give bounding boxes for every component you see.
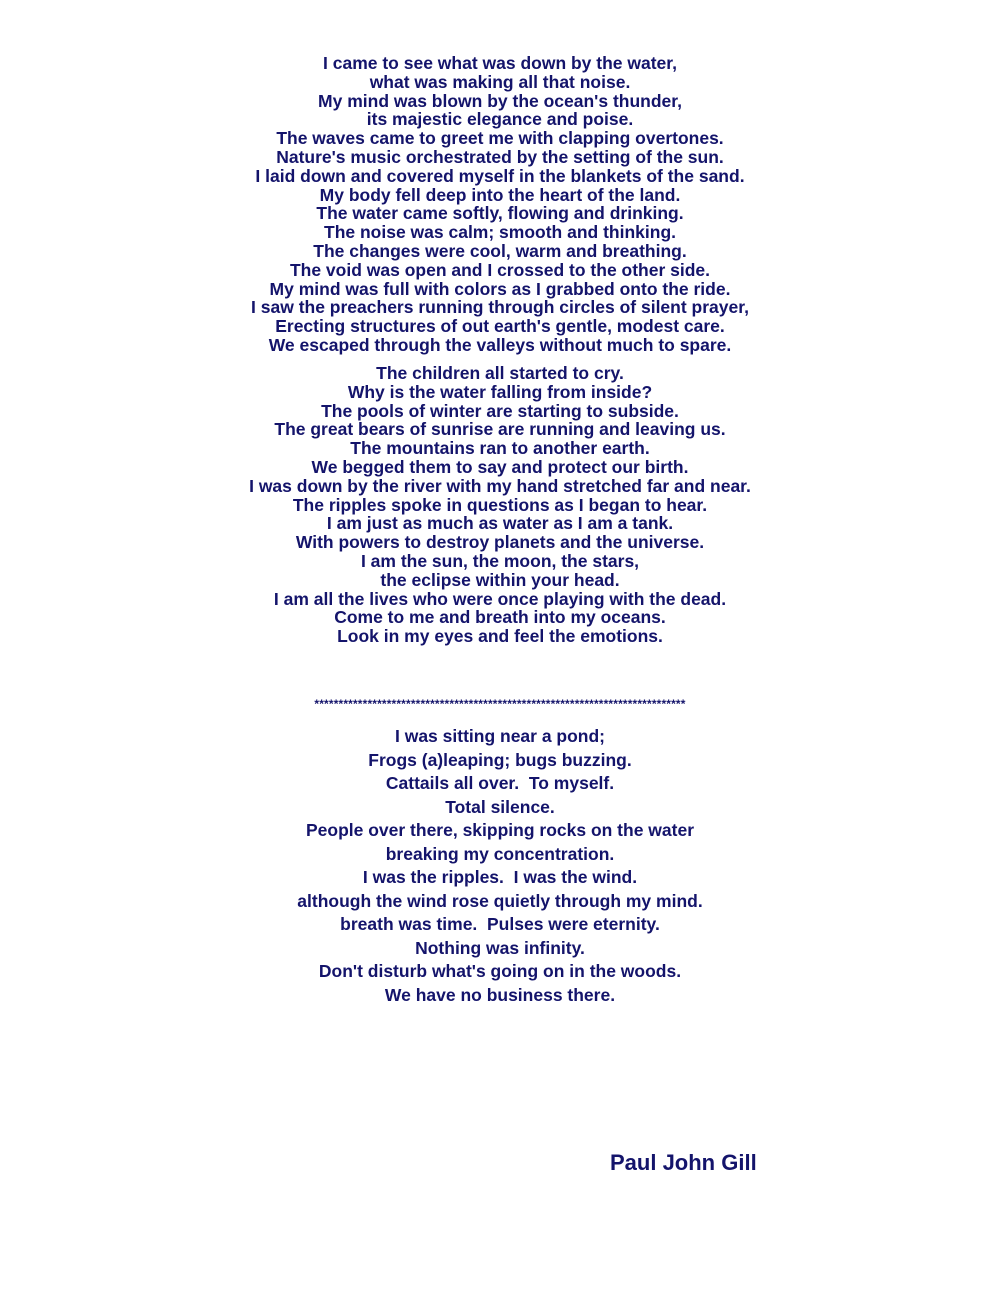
poem-line: We have no business there. bbox=[384, 984, 616, 1005]
poem-line: We begged them to say and protect our birth. bbox=[311, 456, 689, 477]
poem-line: Why is the water falling from inside? bbox=[347, 381, 653, 402]
poem-line: what was making all that noise. bbox=[369, 71, 631, 92]
poem-line: The mountains ran to another earth. bbox=[350, 438, 650, 459]
poem-line: The water came softly, flowing and drinking. bbox=[316, 203, 684, 224]
poem-line: The children all started to cry. bbox=[376, 363, 624, 383]
poem-line: The waves came to greet me with clapping overtones. bbox=[276, 128, 724, 149]
poem-line: Erecting structures of out earth's gentle, modest care. bbox=[275, 316, 725, 337]
poem-line: Nature's music orchestrated by the setting of the sun. bbox=[276, 146, 724, 167]
poem-line: The void was open and I crossed to the other side. bbox=[289, 259, 711, 280]
poem-line: breath was time. Pulses were eternity. bbox=[340, 914, 660, 934]
poem-line: Nothing was infinity. bbox=[415, 937, 585, 958]
poem-line: although the wind rose quietly through my mind. bbox=[297, 890, 703, 911]
author-signature: Paul John Gill bbox=[610, 1150, 757, 1175]
poem-line: The noise was calm; smooth and thinking. bbox=[324, 222, 676, 243]
poem-line: Don't disturb what's going on in the woods. bbox=[318, 961, 682, 981]
poem-line: the eclipse within your head. bbox=[380, 569, 620, 590]
poem-line: I laid down and covered myself in the blankets of the sand. bbox=[255, 165, 745, 186]
poem-line: I saw the preachers running through circles of silent prayer, bbox=[251, 297, 749, 318]
poem-line: Look in my eyes and feel the emotions. bbox=[337, 626, 663, 647]
poem-line: I am all the lives who were once playing with the dead. bbox=[273, 588, 727, 609]
poem-line: I was the ripples. I was the wind. bbox=[362, 867, 638, 887]
poem-line: Total silence. bbox=[445, 796, 555, 817]
poem-one-stanza-two bbox=[0, 364, 1000, 646]
poem-line: The pools of winter are starting to subside. bbox=[321, 400, 679, 421]
poem-line: breaking my concentration. bbox=[385, 843, 615, 864]
poem-line: I am just as much as water as I am a tank. bbox=[326, 513, 674, 534]
poem-line: I was sitting near a pond; bbox=[394, 726, 606, 746]
poem-line: With powers to destroy planets and the universe. bbox=[295, 532, 705, 553]
poem-line: My body fell deep into the heart of the land. bbox=[319, 184, 681, 205]
poem-line: its majestic elegance and poise. bbox=[366, 109, 634, 130]
poem-line: The ripples spoke in questions as I began to hear. bbox=[292, 494, 708, 515]
poem-line: We escaped through the valleys without much to spare. bbox=[268, 334, 732, 355]
poem-two bbox=[0, 725, 1000, 1007]
poem-line: Frogs (a)leaping; bugs buzzing. bbox=[368, 749, 632, 770]
poem-line: The great bears of sunrise are running and leaving us. bbox=[274, 419, 726, 440]
poem-line: My mind was full with colors as I grabbed onto the ride. bbox=[269, 278, 731, 299]
asterisk-divider: ***************************************************************************** bbox=[314, 697, 686, 711]
poem-line: I am the sun, the moon, the stars, bbox=[360, 550, 640, 571]
poem-one-stanza-one bbox=[0, 54, 1000, 355]
poem-line: My mind was blown by the ocean's thunder, bbox=[318, 90, 682, 111]
poem-line: Come to me and breath into my oceans. bbox=[334, 607, 666, 628]
poem-line: I came to see what was down by the water, bbox=[323, 53, 677, 73]
poem-line: People over there, skipping rocks on the water bbox=[305, 820, 695, 840]
poem-line: I was down by the river with my hand stretched far and near. bbox=[249, 475, 751, 496]
poem-line: Cattails all over. To myself. bbox=[385, 773, 615, 793]
poem-line: The changes were cool, warm and breathing. bbox=[313, 240, 687, 261]
